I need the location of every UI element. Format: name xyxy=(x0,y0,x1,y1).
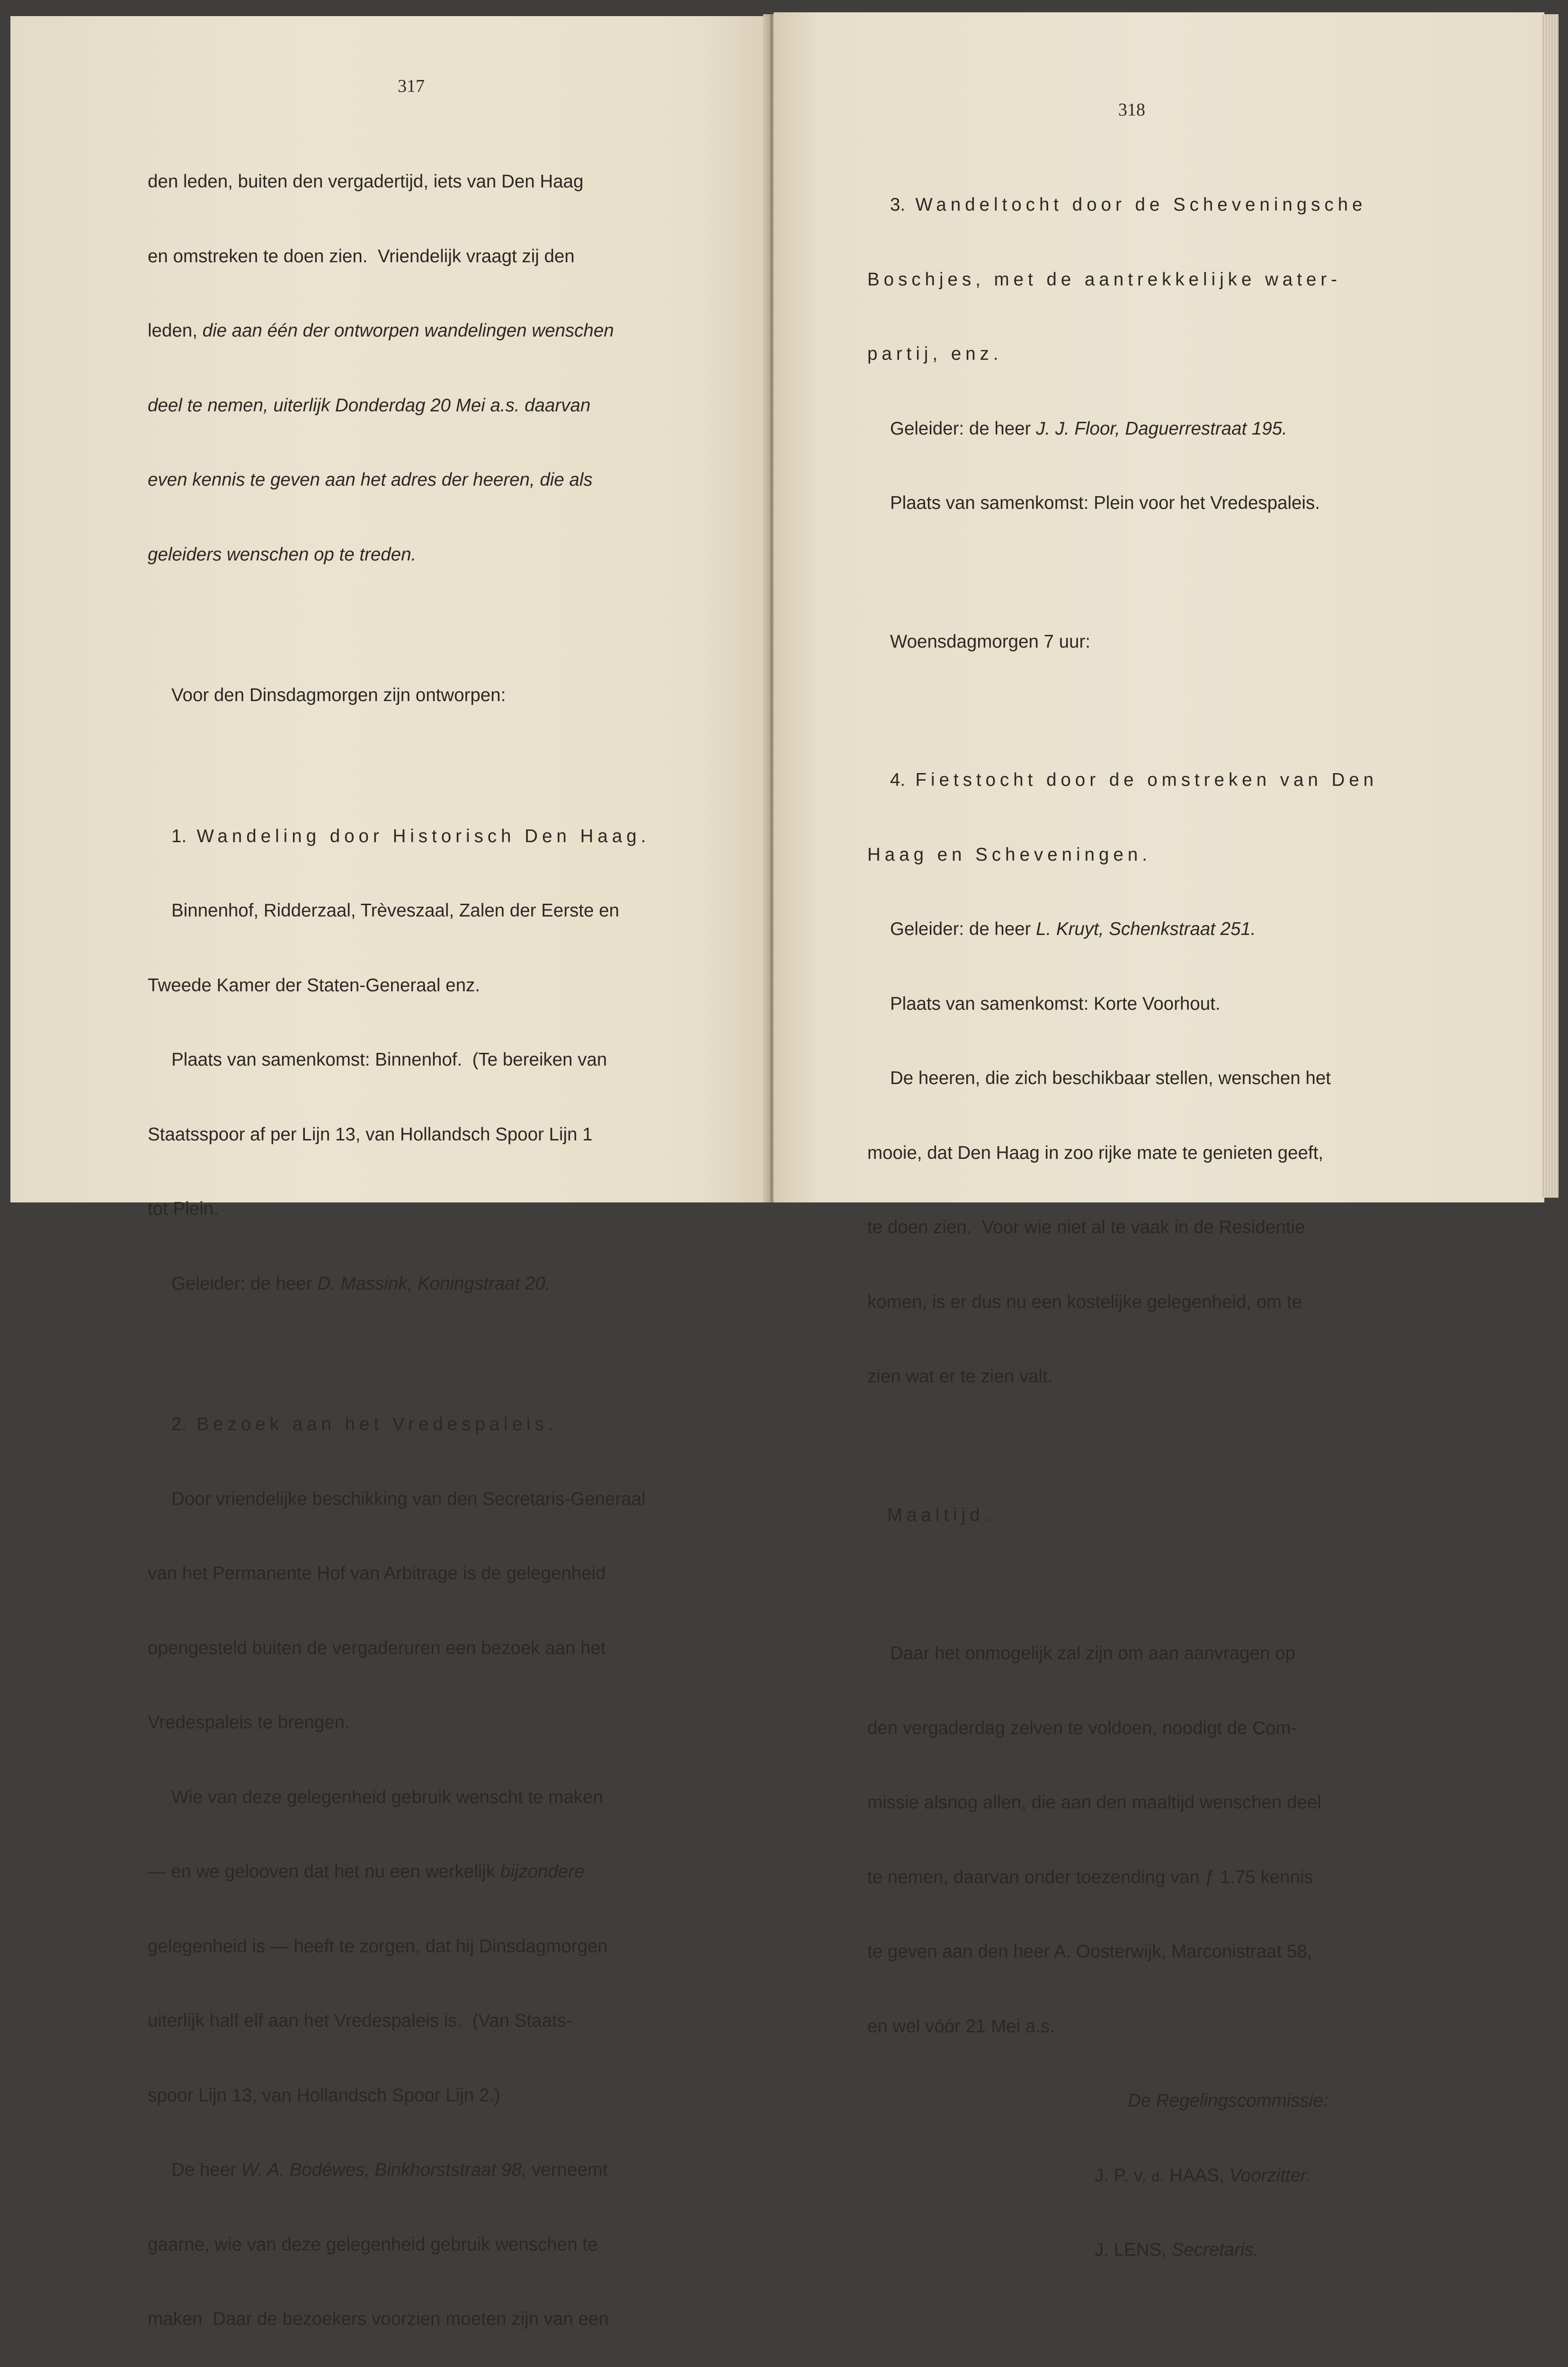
section-heading-tuesday: Voor den Dinsdagmorgen zijn ontworpen: xyxy=(171,685,506,705)
text-line: missie alsnog allen, die aan den maaltijd wenschen deel xyxy=(867,1792,1321,1813)
spacer xyxy=(867,1439,1407,1453)
text-line: zien wat er te zien valt. xyxy=(867,1366,1053,1387)
page-number-right: 318 xyxy=(1118,100,1145,120)
left-page-text xyxy=(148,120,687,2367)
section-heading-wednesday: Woensdagmorgen 7 uur: xyxy=(890,631,1091,652)
text-line: Plaats van samenkomst: Binnenhof. (Te bereiken van xyxy=(171,1050,607,1070)
text-line: Door vriendelijke beschikking van den Secretaris-Generaal xyxy=(171,1488,646,1509)
item-title-text: Wandeltocht door de Scheveningsche xyxy=(915,195,1367,215)
page-number-left: 317 xyxy=(398,76,425,96)
spacer xyxy=(148,1346,687,1362)
text-line: te doen zien. Voor wie niet al te vaak in de Residentie xyxy=(867,1217,1305,1237)
item-title-text: Bezoek aan het Vredespaleis. xyxy=(196,1414,558,1434)
guide-label: Geleider: de heer xyxy=(890,919,1036,939)
signature-secretary xyxy=(867,2238,1407,2263)
page-edges xyxy=(1541,14,1559,1198)
spacer xyxy=(148,758,687,774)
text-span-italic: bijzondere xyxy=(500,1861,585,1882)
chair-role: Voorzitter. xyxy=(1229,2165,1311,2186)
guide-line xyxy=(867,417,1407,442)
text-line: gelegenheid is — heeft te zorgen, dat hij Dinsdagmorgen xyxy=(148,1936,608,1957)
item-title-text: Boschjes, met de aantrekkelijke water- xyxy=(867,269,1342,290)
text-line: Daar het onmogelijk zal zijn om aan aanvragen op xyxy=(890,1643,1296,1664)
secretary-name: J. LENS, xyxy=(1095,2240,1172,2260)
text-line xyxy=(148,319,687,344)
text-line xyxy=(148,1860,687,1885)
text-line: opengesteld buiten de vergaderuren een bezoek aan het xyxy=(148,1637,606,1658)
text-line-italic: geleiders wenschen op te treden. xyxy=(148,544,417,565)
text-line: Tweede Kamer der Staten-Generaal enz. xyxy=(148,975,480,996)
guide-label: Geleider: de heer xyxy=(171,1273,318,1294)
text-line-italic: deel te nemen, uiterlijk Donderdag 20 Mei a.s. daarvan xyxy=(148,395,591,416)
spacer xyxy=(867,1577,1407,1592)
text-line: maken Daar de bezoekers voorzien moeten zijn van een xyxy=(148,2309,609,2329)
text-line: den leden, buiten den vergadertijd, iets van Den Haag xyxy=(148,171,584,192)
item-number: 4. xyxy=(890,770,906,790)
item-number: 1. xyxy=(171,826,187,846)
chair-name-particle: d. xyxy=(1151,2169,1165,2185)
text-line: van het Permanente Hof van Arbitrage is de gelegenheid xyxy=(148,1563,606,1584)
text-line: en omstreken te doen zien. Vriendelijk vraagt zij den xyxy=(148,246,575,267)
item-title-text: partij, enz. xyxy=(867,344,1003,364)
text-span: De heer xyxy=(171,2160,241,2180)
text-line: te nemen, daarvan onder toezending van ƒ 1.75 kennis xyxy=(867,1867,1313,1887)
text-line: en wel vóór 21 Mei a.s. xyxy=(867,2016,1055,2037)
text-line: tot Plein. xyxy=(148,1199,219,1219)
spacer xyxy=(867,2313,1407,2327)
text-line: Binnenhof, Ridderzaal, Trèveszaal, Zalen der Eerste en xyxy=(171,900,619,921)
item-title xyxy=(867,193,1407,218)
text-line: spoor Lijn 13, van Hollandsch Spoor Lijn 2.) xyxy=(148,2085,500,2106)
spacer xyxy=(867,704,1407,718)
secretary-role: Secretaris. xyxy=(1171,2240,1259,2260)
meeting-place: Plaats van samenkomst: Plein voor het Vredespaleis. xyxy=(890,493,1320,513)
text-line: uiterlijk half elf aan het Vredespaleis is. (Van Staats- xyxy=(148,2011,572,2031)
text-span-italic: W. A. Bodéwes, Binkhorststraat 98, xyxy=(241,2160,527,2180)
committee-name: De Regelingscommissie: xyxy=(1128,2091,1328,2111)
text-line: Wie van deze gelegenheid gebruik wenscht te maken xyxy=(171,1787,603,1807)
chair-name: J. P. v. xyxy=(1095,2165,1152,2186)
text-line: komen, is er dus nu een kostelijke gelegenheid, om te xyxy=(867,1291,1302,1312)
guide-name: D. Massink, Koningstraat 20. xyxy=(317,1273,551,1294)
text-span: verneemt xyxy=(526,2160,608,2180)
text-line: Staatsspoor af per Lijn 13, van Hollandsch Spoor Lijn 1 xyxy=(148,1124,593,1145)
text-line xyxy=(148,2158,687,2183)
section-heading-meal: Maaltijd. xyxy=(887,1504,994,1525)
spacer xyxy=(867,566,1407,580)
text-span: leden, xyxy=(148,320,203,341)
guide-line xyxy=(867,917,1407,942)
text-span: — en we gelooven dat het nu een werkelijk xyxy=(148,1861,500,1882)
item-title xyxy=(148,824,687,849)
item-title-text: Fietstocht door de omstreken van Den xyxy=(915,770,1378,790)
guide-line xyxy=(148,1272,687,1297)
meeting-place: Plaats van samenkomst: Korte Voorhout. xyxy=(890,993,1221,1014)
signature-chair xyxy=(867,2163,1407,2189)
item-number: 3. xyxy=(890,195,906,215)
text-line: gaarne, wie van deze gelegenheid gebruik wenschen te xyxy=(148,2234,598,2255)
spacer xyxy=(148,617,687,633)
guide-label: Geleider: de heer xyxy=(890,418,1036,439)
item-title xyxy=(867,768,1407,793)
text-line: den vergaderdag zelven te voldoen, noodigt de Com- xyxy=(867,1717,1297,1738)
text-span-italic: die aan één der ontworpen wandelingen wenschen xyxy=(202,320,614,341)
item-number: 2. xyxy=(171,1414,187,1434)
item-title-text: Wandeling door Historisch Den Haag. xyxy=(196,826,650,846)
chair-name: HAAS, xyxy=(1164,2165,1229,2186)
text-line: De heeren, die zich beschikbaar stellen, wenschen het xyxy=(890,1068,1331,1088)
text-line: te geven aan den heer A. Oosterwijk, Marconistraat 58, xyxy=(867,1941,1312,1962)
text-line-italic: even kennis te geven aan het adres der heeren, die als xyxy=(148,470,593,490)
item-title-text: Haag en Scheveningen. xyxy=(867,844,1151,865)
text-line: Vredespaleis te brengen. xyxy=(148,1712,350,1733)
text-line: mooie, dat Den Haag in zoo rijke mate te genieten geeft, xyxy=(867,1142,1324,1163)
guide-name: J. J. Floor, Daguerrestraat 195. xyxy=(1036,418,1287,439)
right-page-text xyxy=(867,143,1407,2367)
guide-name: L. Kruyt, Schenkstraat 251. xyxy=(1036,919,1256,939)
item-title xyxy=(148,1412,687,1437)
